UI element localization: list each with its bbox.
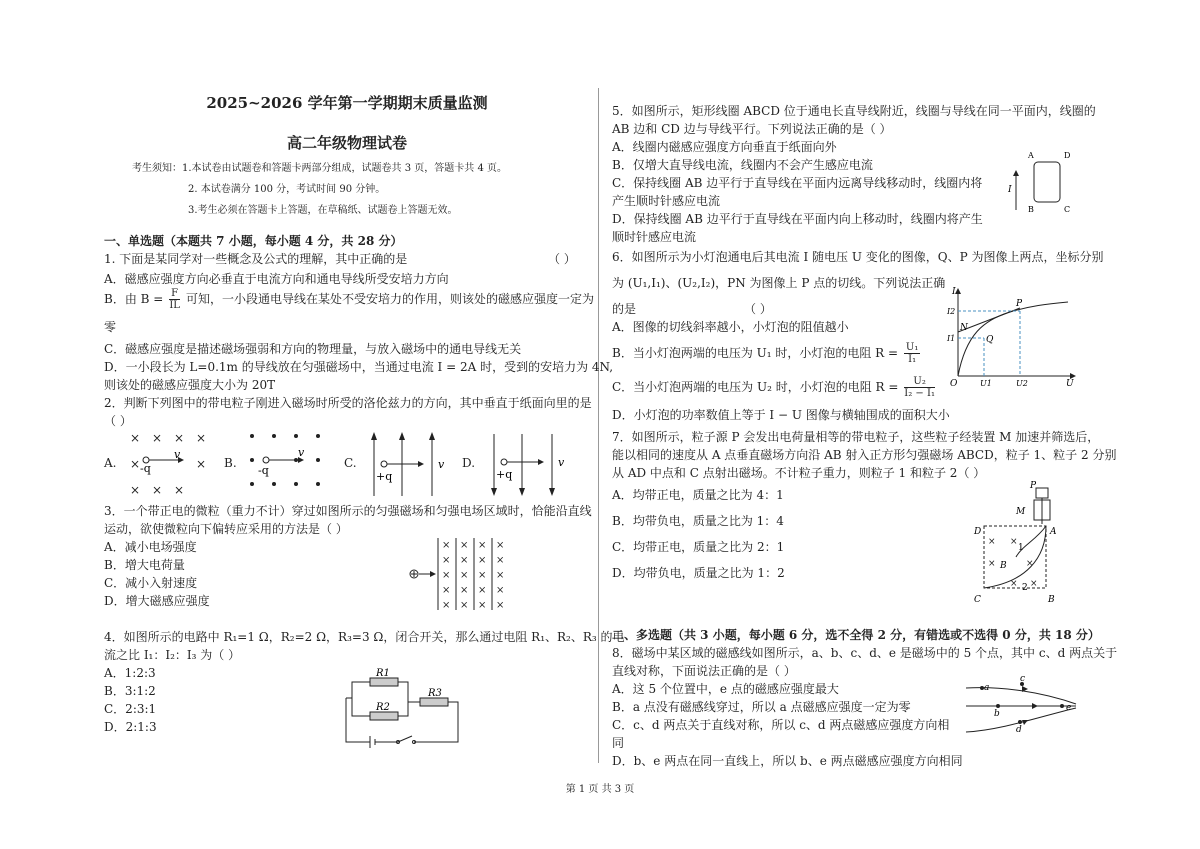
q3-figure	[404, 536, 524, 612]
q5-option-a: A．线圈内磁感应强度方向垂直于纸面向外	[612, 140, 837, 154]
svg-text:×: ×	[442, 540, 451, 551]
q3-option-d: D．增大磁感应强度	[104, 594, 210, 608]
q6-paren: （ ）	[744, 302, 772, 316]
q3-stem-2: 运动，欲使微粒向下偏转应采用的方法是（ ）	[104, 522, 348, 536]
svg-text:×: ×	[174, 431, 185, 445]
q2b-charge: -q	[258, 464, 269, 477]
q8-option-c-cont: 同	[612, 736, 625, 750]
q7-option-b: B．均带负电，质量之比为 1：4	[612, 514, 784, 528]
q2-figure-b	[240, 430, 330, 498]
q1-option-d-cont: 则该处的磁感应强度大小为 20T	[104, 378, 276, 392]
q8-point-c: c	[1020, 674, 1026, 684]
q7-particle-2: 2	[1022, 583, 1028, 593]
q6-label-i2: I2	[947, 307, 956, 316]
svg-text:×: ×	[460, 540, 469, 551]
q2a-velocity: v	[174, 448, 181, 461]
q6-origin: O	[950, 379, 958, 389]
q6-stem-1: 6．如图所示为小灯泡通电后其电流 I 随电压 U 变化的图像，Q、P 为图像上两点，坐标分别	[612, 250, 1104, 264]
q1-fraction: $\frac{F}{IL}$	[169, 288, 180, 311]
svg-text:×: ×	[442, 600, 451, 611]
q5-current-label: I	[1008, 185, 1012, 195]
q6-iu-graph	[944, 284, 1080, 390]
section-1-heading: 一、单选题（本题共 7 小题，每小题 4 分，共 28 分）	[104, 234, 403, 248]
q8-stem-1: 8．磁场中某区域的磁感线如图所示，a、b、c、d、e 是磁场中的 5 个点，其中 c、d 两点关于	[612, 646, 1118, 660]
q6-option-a: A．图像的切线斜率越小，小灯泡的阻值越小	[612, 320, 849, 334]
q6-label-u2: U2	[1016, 379, 1028, 388]
q6-axis-i: I	[952, 287, 956, 297]
q5-label-a: A	[1028, 151, 1034, 160]
q5-stem-2: AB 边和 CD 边与导线平行。下列说法正确的是（ ）	[612, 122, 892, 136]
svg-text:×: ×	[496, 600, 505, 611]
q2-stem: 2．判断下列图中的带电粒子刚进入磁场时所受的洛伦兹力的方向，其中垂直于纸面向里的是	[104, 396, 592, 410]
svg-text:×: ×	[988, 537, 996, 547]
q5-label-c: C	[1064, 205, 1071, 214]
q6-axis-u: U	[1066, 379, 1074, 389]
section-2-heading: 二、多选题（共 3 小题，每小题 6 分，选不全得 2 分，有错选或不选得 0 分，共 18 分）	[612, 628, 1100, 642]
svg-text:×: ×	[460, 555, 469, 566]
q8-point-b: b	[994, 709, 1000, 719]
q5-label-b: B	[1028, 205, 1034, 214]
q7-label-c: C	[974, 595, 981, 605]
q5-option-d: D．保持线圈 AB 边平行于直导线在平面内向上移动时，线圈内将产生	[612, 212, 983, 226]
svg-text:×: ×	[1026, 559, 1034, 569]
q8-option-b: B．a 点没有磁感线穿过，所以 a 点磁感应强度一定为零	[612, 700, 911, 714]
q4-option-d: D．2:1:3	[104, 720, 157, 734]
q2-figure-c	[362, 432, 452, 498]
q8-option-a: A．这 5 个位置中，e 点的磁感应强度最大	[612, 682, 839, 696]
q6-label-n: N	[960, 323, 968, 333]
q2-paren: （ ）	[104, 414, 132, 428]
q2d-charge: +q	[496, 468, 513, 481]
q2d-velocity: v	[558, 456, 565, 469]
q2a-charge: -q	[140, 462, 151, 475]
q8-point-a: a	[984, 683, 990, 693]
q8-stem-2: 直线对称，下面说法正确的是（ ）	[612, 664, 796, 678]
q2c-charge: +q	[376, 470, 393, 483]
q4-stem-2: 流之比 I₁：I₂：I₃ 为（ ）	[104, 648, 241, 662]
q1-stem: 1. 下面是某同学对一些概念及公式的理解，其中正确的是	[104, 252, 408, 266]
q6-label-i1: I1	[947, 334, 956, 343]
page-footer: 第 1 页 共 3 页	[565, 784, 635, 795]
q4-r2-label: R2	[376, 702, 390, 713]
svg-text:×: ×	[196, 431, 207, 445]
q4-option-b: B．3:1:2	[104, 684, 156, 698]
exam-notes	[132, 158, 572, 221]
q3-option-a: A．减小电场强度	[104, 540, 197, 554]
q2-label-c: C.	[344, 456, 357, 470]
q2-figure-a	[122, 430, 214, 498]
q6-stem-3: 的是	[612, 302, 637, 316]
q4-option-c: C．2:3:1	[104, 702, 157, 716]
svg-text:×: ×	[130, 431, 141, 445]
q7-label-b: B	[1048, 595, 1055, 605]
q1-option-c: C．磁感应强度是描述磁场强弱和方向的物理量，与放入磁场中的通电导线无关	[104, 342, 522, 356]
q7-stem-3: 从 AD 中点和 C 点射出磁场。不计粒子重力，则粒子 1 和粒子 2（ ）	[612, 466, 986, 480]
q3-option-c: C．减小入射速度	[104, 576, 198, 590]
note-1: 考生须知：1.本试卷由试题卷和答题卡两部分组成，试题卷共 3 页，答题卡共 4 页。	[132, 163, 507, 174]
svg-text:×: ×	[478, 585, 487, 596]
svg-text:×: ×	[130, 483, 141, 497]
exam-subtitle: 高二年级物理试卷	[286, 134, 407, 152]
q2c-velocity: v	[438, 458, 445, 471]
q7-field-label: B	[1000, 561, 1007, 571]
q1-paren: （ ）	[548, 252, 576, 266]
q4-r3-label: R3	[428, 688, 442, 699]
q8-point-d: d	[1016, 725, 1022, 735]
svg-text:×: ×	[174, 483, 185, 497]
q6-label-q: Q	[986, 335, 994, 345]
q7-stem-2: 能以相同的速度从 A 点垂直磁场方向沿 AB 射入正方形匀强磁场 ABCD，粒子 1、粒子 2 分别	[612, 448, 1117, 462]
q4-option-a: A．1:2:3	[104, 666, 156, 680]
q4-circuit-figure	[340, 668, 462, 748]
q5-option-c-cont: 产生顺时针感应电流	[612, 194, 721, 208]
q7-magnetic-field-figure	[966, 478, 1066, 606]
q7-option-c: C．均带正电，质量之比为 2：1	[612, 540, 785, 554]
q2-label-a: A.	[104, 456, 117, 470]
q5-option-d-cont: 顺时针感应电流	[612, 230, 697, 244]
svg-text:×: ×	[496, 570, 505, 581]
q3-stem-1: 3．一个带正电的微粒（重力不计）穿过如图所示的匀强磁场和匀强电场区域时，恰能沿直线	[104, 504, 592, 518]
q7-label-a: A	[1050, 527, 1057, 537]
q2-label-d: D.	[462, 456, 476, 470]
svg-text:×: ×	[442, 585, 451, 596]
q2-figure-d	[482, 432, 572, 498]
q1-option-b: B．由 B = $\frac{F}{IL}$ 可知，一小段通电导线在某处不受安培力的作用，则该处的磁感应强度一定为	[104, 288, 594, 311]
q4-r1-label: R1	[376, 668, 390, 679]
svg-text:×: ×	[478, 570, 487, 581]
q5-coil-figure	[1008, 148, 1080, 216]
svg-text:×: ×	[496, 585, 505, 596]
svg-text:×: ×	[442, 555, 451, 566]
svg-text:×: ×	[478, 540, 487, 551]
q1-option-b-cont: 零	[104, 320, 117, 334]
q5-stem-1: 5．如图所示，矩形线圈 ABCD 位于通电长直导线附近，线圈与导线在同一平面内，线圈的	[612, 104, 1096, 118]
q4-stem-1: 4．如图所示的电路中 R₁=1 Ω，R₂=2 Ω，R₃=3 Ω，闭合开关，那么通过电阻 R₁、R₂、R₃ 的电	[104, 630, 625, 644]
svg-text:×: ×	[1010, 579, 1018, 589]
q5-option-b: B．仅增大直导线电流，线圈内不会产生感应电流	[612, 158, 873, 172]
q6-option-d: D．小灯泡的功率数值上等于 I − U 图像与横轴围成的面积大小	[612, 408, 950, 422]
svg-text:×: ×	[496, 555, 505, 566]
exam-title: 2025~2026 学年第一学期期末质量监测	[206, 94, 488, 112]
q6-option-c: C．当小灯泡两端的电压为 U₂ 时，小灯泡的电阻 R = $\frac{\text{U₂}}{\text{I₂ − I₁}}$	[612, 376, 935, 399]
column-divider	[598, 88, 599, 763]
q3-option-b: B．增大电荷量	[104, 558, 185, 572]
q7-label-p: P	[1030, 481, 1037, 491]
q6-label-u1: U1	[980, 379, 992, 388]
q7-label-d: D	[974, 527, 982, 537]
svg-text:×: ×	[460, 570, 469, 581]
svg-text:×: ×	[478, 555, 487, 566]
svg-text:×: ×	[152, 483, 163, 497]
svg-text:×: ×	[130, 457, 141, 471]
q6-label-p: P	[1016, 299, 1023, 309]
note-3: 3.考生必须在答题卡上答题，在草稿纸、试题卷上答题无效。	[188, 205, 458, 216]
q8-option-d: D．b、e 两点在同一直线上，所以 b、e 两点磁感应强度方向相同	[612, 754, 963, 768]
q2-label-b: B.	[224, 456, 237, 470]
svg-text:×: ×	[442, 570, 451, 581]
q2b-velocity: v	[298, 446, 305, 459]
q1-option-d: D．一小段长为 L=0.1m 的导线放在匀强磁场中，当通过电流 I = 2A 时，受到的安培力为 4N,	[104, 360, 614, 374]
q8-point-e: e	[1066, 703, 1072, 713]
q7-label-m: M	[1016, 507, 1026, 517]
q8-field-lines-figure	[962, 670, 1082, 742]
q6-stem-2: 为 (U₁,I₁)、(U₂,I₂)，PN 为图像上 P 点的切线。下列说法正确	[612, 276, 946, 290]
svg-text:×: ×	[460, 600, 469, 611]
q7-option-d: D．均带负电，质量之比为 1：2	[612, 566, 785, 580]
q5-label-d: D	[1064, 151, 1071, 160]
svg-text:×: ×	[460, 585, 469, 596]
svg-text:×: ×	[1010, 537, 1018, 547]
svg-text:×: ×	[1030, 579, 1038, 589]
q7-option-a: A．均带正电，质量之比为 4：1	[612, 488, 784, 502]
q8-option-c: C．c、d 两点关于直线对称，所以 c、d 两点磁感应强度方向相	[612, 718, 950, 732]
svg-text:×: ×	[478, 600, 487, 611]
svg-text:×: ×	[196, 457, 207, 471]
note-2: 2. 本试卷满分 100 分，考试时间 90 分钟。	[188, 184, 386, 195]
svg-text:×: ×	[988, 559, 996, 569]
q7-stem-1: 7．如图所示，粒子源 P 会发出电荷量相等的带电粒子，这些粒子经装置 M 加速并筛选后，	[612, 430, 1100, 444]
q6-option-b: B．当小灯泡两端的电压为 U₁ 时，小灯泡的电阻 R = $\frac{\text{U₁}}{\text{I₁}}$	[612, 342, 919, 365]
svg-text:×: ×	[496, 540, 505, 551]
svg-text:×: ×	[152, 431, 163, 445]
q1-option-a: A．磁感应强度方向必垂直于电流方向和通电导线所受安培力方向	[104, 272, 449, 286]
q7-particle-1: 1	[1018, 543, 1024, 553]
q5-option-c: C．保持线圈 AB 边平行于直导线在平面内远离导线移动时，线圈内将	[612, 176, 983, 190]
